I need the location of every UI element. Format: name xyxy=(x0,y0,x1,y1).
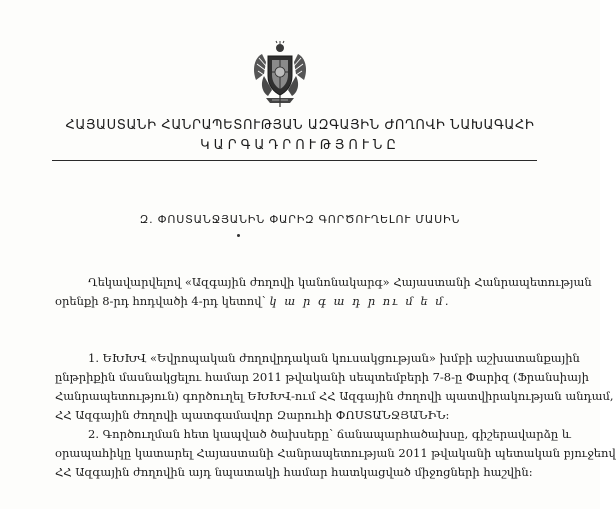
preamble-line-1: Ղեկավարվելով «Ազգային ժողովի կանոնակարգ» Հայաստանի Հանրապետության xyxy=(88,275,592,289)
item-2-line-2: օրապահիկը կատարել Հայաստանի Հանրապետության 2011 թվականի պետական բյուջեով xyxy=(55,446,616,460)
item-1-line-1: 1. ԵԽԽՎ «Եվրոպական ժողովրդական կուսակցության» խմբի աշխատանքային xyxy=(88,351,580,365)
ink-dot xyxy=(237,234,240,237)
coat-of-arms-emblem xyxy=(250,40,310,108)
decree-subject: Զ. ՓՈՍՏԱՆՋՅԱՆԻՆ ՓԱՐԻԶ ԳՈՐԾՈՒՂԵԼՈՒ ՄԱՍԻՆ xyxy=(139,213,461,226)
item-1-line-4: ՀՀ Ազգային ժողովի պատգամավոր Զարուհի ՓՈՍՏԱՆՋՅԱՆԻՆ: xyxy=(55,408,450,422)
item-1-line-3: Հանրապետություն) գործուղել ԵԽԽՎ-ում ՀՀ Ազգային ժողովի պատվիրակության անդամ, xyxy=(55,389,614,403)
header-document-type: ԿԱՐԳԱԴՐՈՒԹՅՈՒՆԸ xyxy=(200,138,400,153)
decree-formula: կ ա ր գ ա դ ր ու մ ե մ. xyxy=(269,294,451,308)
item-1-line-2: ընթրիքին մասնակցելու համար 2011 թվականի սեպտեմբերի 7-8-ը Փարիզ (Ֆրանսիայի xyxy=(55,370,589,384)
preamble-line-2-text: օրենքի 8-րդ հոդվածի 4-րդ կետով՝ xyxy=(55,294,270,308)
header-institution-title: ՀԱՅԱՍՏԱՆԻ ՀԱՆՐԱՊԵՏՈՒԹՅԱՆ ԱԶԳԱՅԻՆ ԺՈՂՈՎԻ ՆԱԽԱԳԱՀԻ xyxy=(65,118,535,133)
header-divider xyxy=(52,160,537,161)
item-2-line-1: 2. Գործուղման հետ կապված ծախսերը՝ ճանապարհածախսը, գիշերավարձը և xyxy=(88,427,571,441)
item-2-line-3: ՀՀ Ազգային ժողովին այդ նպատակի համար հատկացված միջոցների հաշվին: xyxy=(55,465,533,479)
preamble-line-2 xyxy=(55,292,550,311)
